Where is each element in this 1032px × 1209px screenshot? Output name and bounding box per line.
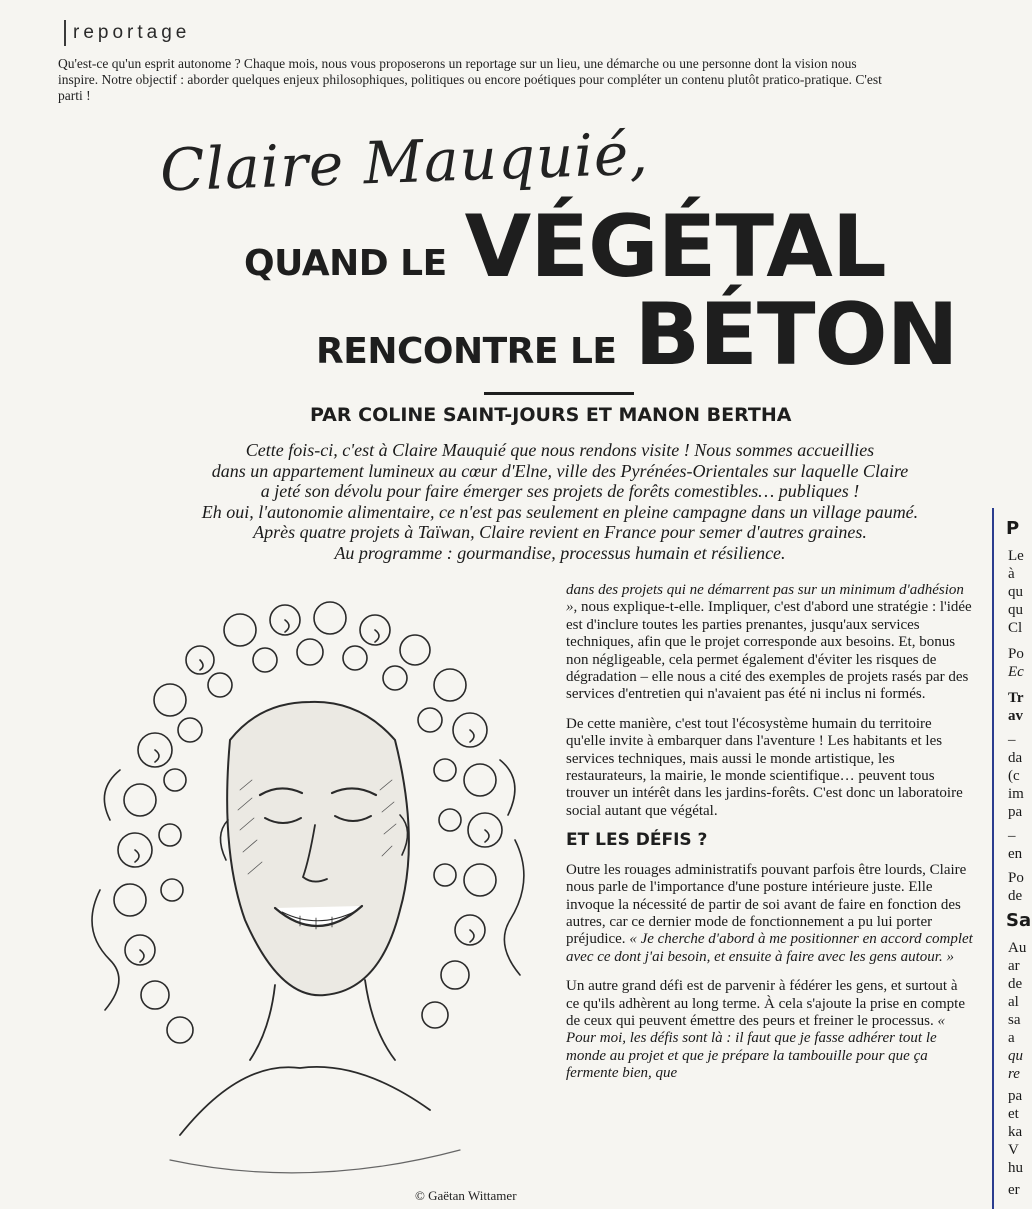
sidebar-fragment: im [1008, 786, 1024, 802]
sidebar-fragment: Ec [1008, 664, 1024, 680]
sidebar-fragment: V [1008, 1142, 1019, 1158]
body-paragraph-1 [566, 582, 974, 704]
headline-big-2: BÉTON [634, 285, 958, 385]
sidebar-fragment: al [1008, 994, 1019, 1010]
sidebar-fragment: pa [1008, 804, 1023, 820]
sidebar-fragment: pa [1008, 1088, 1023, 1104]
section-tag [64, 20, 190, 46]
chapo-line: dans un appartement lumineux au cœur d'Elne, ville des Pyrénées-Orientales sur laquelle Claire [211, 460, 909, 481]
sidebar-fragment: a [1008, 1030, 1015, 1046]
sidebar-fragment: hu [1008, 1160, 1023, 1176]
headline-row-1 [244, 197, 886, 297]
chapo [120, 440, 1000, 563]
sidebar-fragment: re [1008, 1066, 1020, 1082]
body-paragraph-2: De cette manière, c'est tout l'écosystème humain du territoire qu'elle invite à embarquer dans l'aventure ! Les habitants et les services techniques, mais aussi le monde artistique, les restaurateurs, la mairie, le monde scientifique… peuvent tous trouver un intérêt dans les jardins-forêts. C'est donc un laboratoire social autant que végétal. [566, 715, 963, 819]
headline-big-1: VÉGÉTAL [464, 197, 886, 297]
article-body [566, 582, 974, 1095]
sidebar-fragment: Po [1008, 870, 1024, 886]
sidebar-fragment: qu [1008, 1048, 1023, 1064]
subhead-defis: ET LES DÉFIS ? [566, 830, 708, 851]
chapo-line: a jeté son dévolu pour faire émerger ses projets de forêts comestibles… publiques ! [260, 481, 860, 501]
sidebar-fragment: de [1008, 888, 1023, 904]
sidebar-fragment: Cl [1008, 620, 1023, 636]
body-quote-3: « Je cherche d'abord à me positionner en accord complet avec ce dont j'ai besoin, et ensuite à faire avec les gens autour. » [566, 931, 973, 965]
body-paragraph-3 [566, 862, 974, 966]
body-text-1: , nous explique-t-elle. Impliquer, c'est d'abord une stratégie : l'idée est d'inclure toutes les parties prenantes, jusqu'aux services techniques, afin que le projet corresponde aux besoins. Et, bonus non négligeable, cela permet également d'éviter les risques de dégradation – elle nous a cité des exemples de projets rasés par des services d'entretien qui n'avaient pas été ni inclus ni formés. [566, 599, 972, 703]
headline-small-2: RENCONTRE LE [316, 331, 617, 372]
sidebar-fragment: Tr [1008, 690, 1024, 706]
body-quote-1: dans des projets qui ne démarrent pas sur un minimum d'adhésion » [566, 582, 964, 616]
sidebar-fragment: et [1008, 1106, 1019, 1122]
body-quote-4: « Pour moi, les défis sont là : il faut que je fasse adhérer tout le monde au projet et que je prépare la tambouille pour que ça fermente bien, que [566, 1012, 946, 1082]
body-paragraph-4 [566, 978, 974, 1082]
sidebar-fragment: à [1008, 566, 1015, 582]
intro-text: Qu'est-ce qu'un esprit autonome ? Chaque mois, nous vous proposerons un reportage sur un lieu, une démarche ou une personne dont la vision nous inspire. Notre objectif : aborder quelques enjeux philosophiques, politiques ou encore poétiques pour compléter un contenu plutôt pratico-pratique. C'est parti ! [58, 56, 882, 103]
sidebar-fragment: qu [1008, 602, 1023, 618]
chapo-line: Au programme : gourmandise, processus humain et résilience. [334, 542, 786, 563]
sidebar-fragment: en [1008, 846, 1023, 862]
sidebar-fragment: er [1008, 1182, 1020, 1198]
sidebar-fragment: ka [1008, 1124, 1023, 1140]
portrait-illustration [60, 590, 550, 1190]
sidebar-heading-1: P [1006, 518, 1020, 539]
sidebar-fragment: Po [1008, 646, 1024, 662]
sidebar-fragment: qu [1008, 584, 1023, 600]
chapo-line: Eh oui, l'autonomie alimentaire, ce n'est pas seulement en pleine campagne dans un village paumé. [201, 501, 919, 522]
chapo-line: Après quatre projets à Taïwan, Claire revient en France pour semer d'autres graines. [253, 522, 867, 542]
headline-row-2 [316, 285, 958, 385]
sidebar-fragment: av [1008, 708, 1023, 724]
sidebar-fragment: da [1008, 750, 1023, 766]
body-text-4: Un autre grand défi est de parvenir à fédérer les gens, et surtout à ce qu'ils adhèrent au long terme. À cela s'ajoute la prise en compte de ceux qui peuvent émettre des peurs et freiner le processus. [566, 978, 966, 1029]
byline: PAR COLINE SAINT-JOURS ET MANON BERTHA [310, 404, 792, 426]
body-text-3: Outre les rouages administratifs pouvant parfois être lourds, Claire nous parle de l'importance d'une posture intérieure juste. Elle invoque la nécessité de partir de soi avant de faire en fonction des autres, car ce dernier mode de fonctionnement a pu lui porter préjudice. [566, 861, 967, 948]
sidebar-cutoff [992, 508, 1032, 1209]
title-divider [484, 392, 634, 395]
section-tag-label: reportage [73, 22, 191, 43]
sidebar-fragment: ar [1008, 958, 1020, 974]
chapo-line: Cette fois-ci, c'est à Claire Mauquié que nous rendons visite ! Nous sommes accueillies [245, 440, 875, 460]
sidebar-heading-2: Sa [1006, 910, 1032, 931]
section-tag-bar [64, 20, 66, 46]
illustration-credit: © Gaëtan Wittamer [415, 1188, 517, 1203]
sidebar-fragment: – [1008, 732, 1016, 748]
sidebar-fragment: Au [1008, 940, 1027, 956]
sidebar-fragment: – [1008, 828, 1016, 844]
headline-small-1: QUAND LE [244, 243, 447, 284]
sidebar-fragment: Le [1008, 548, 1024, 564]
sidebar-fragment: (c [1008, 768, 1020, 784]
title-script-name: Claire Mauquié, [158, 119, 650, 205]
sidebar-fragment: sa [1008, 1012, 1021, 1028]
sidebar-fragment: de [1008, 976, 1023, 992]
